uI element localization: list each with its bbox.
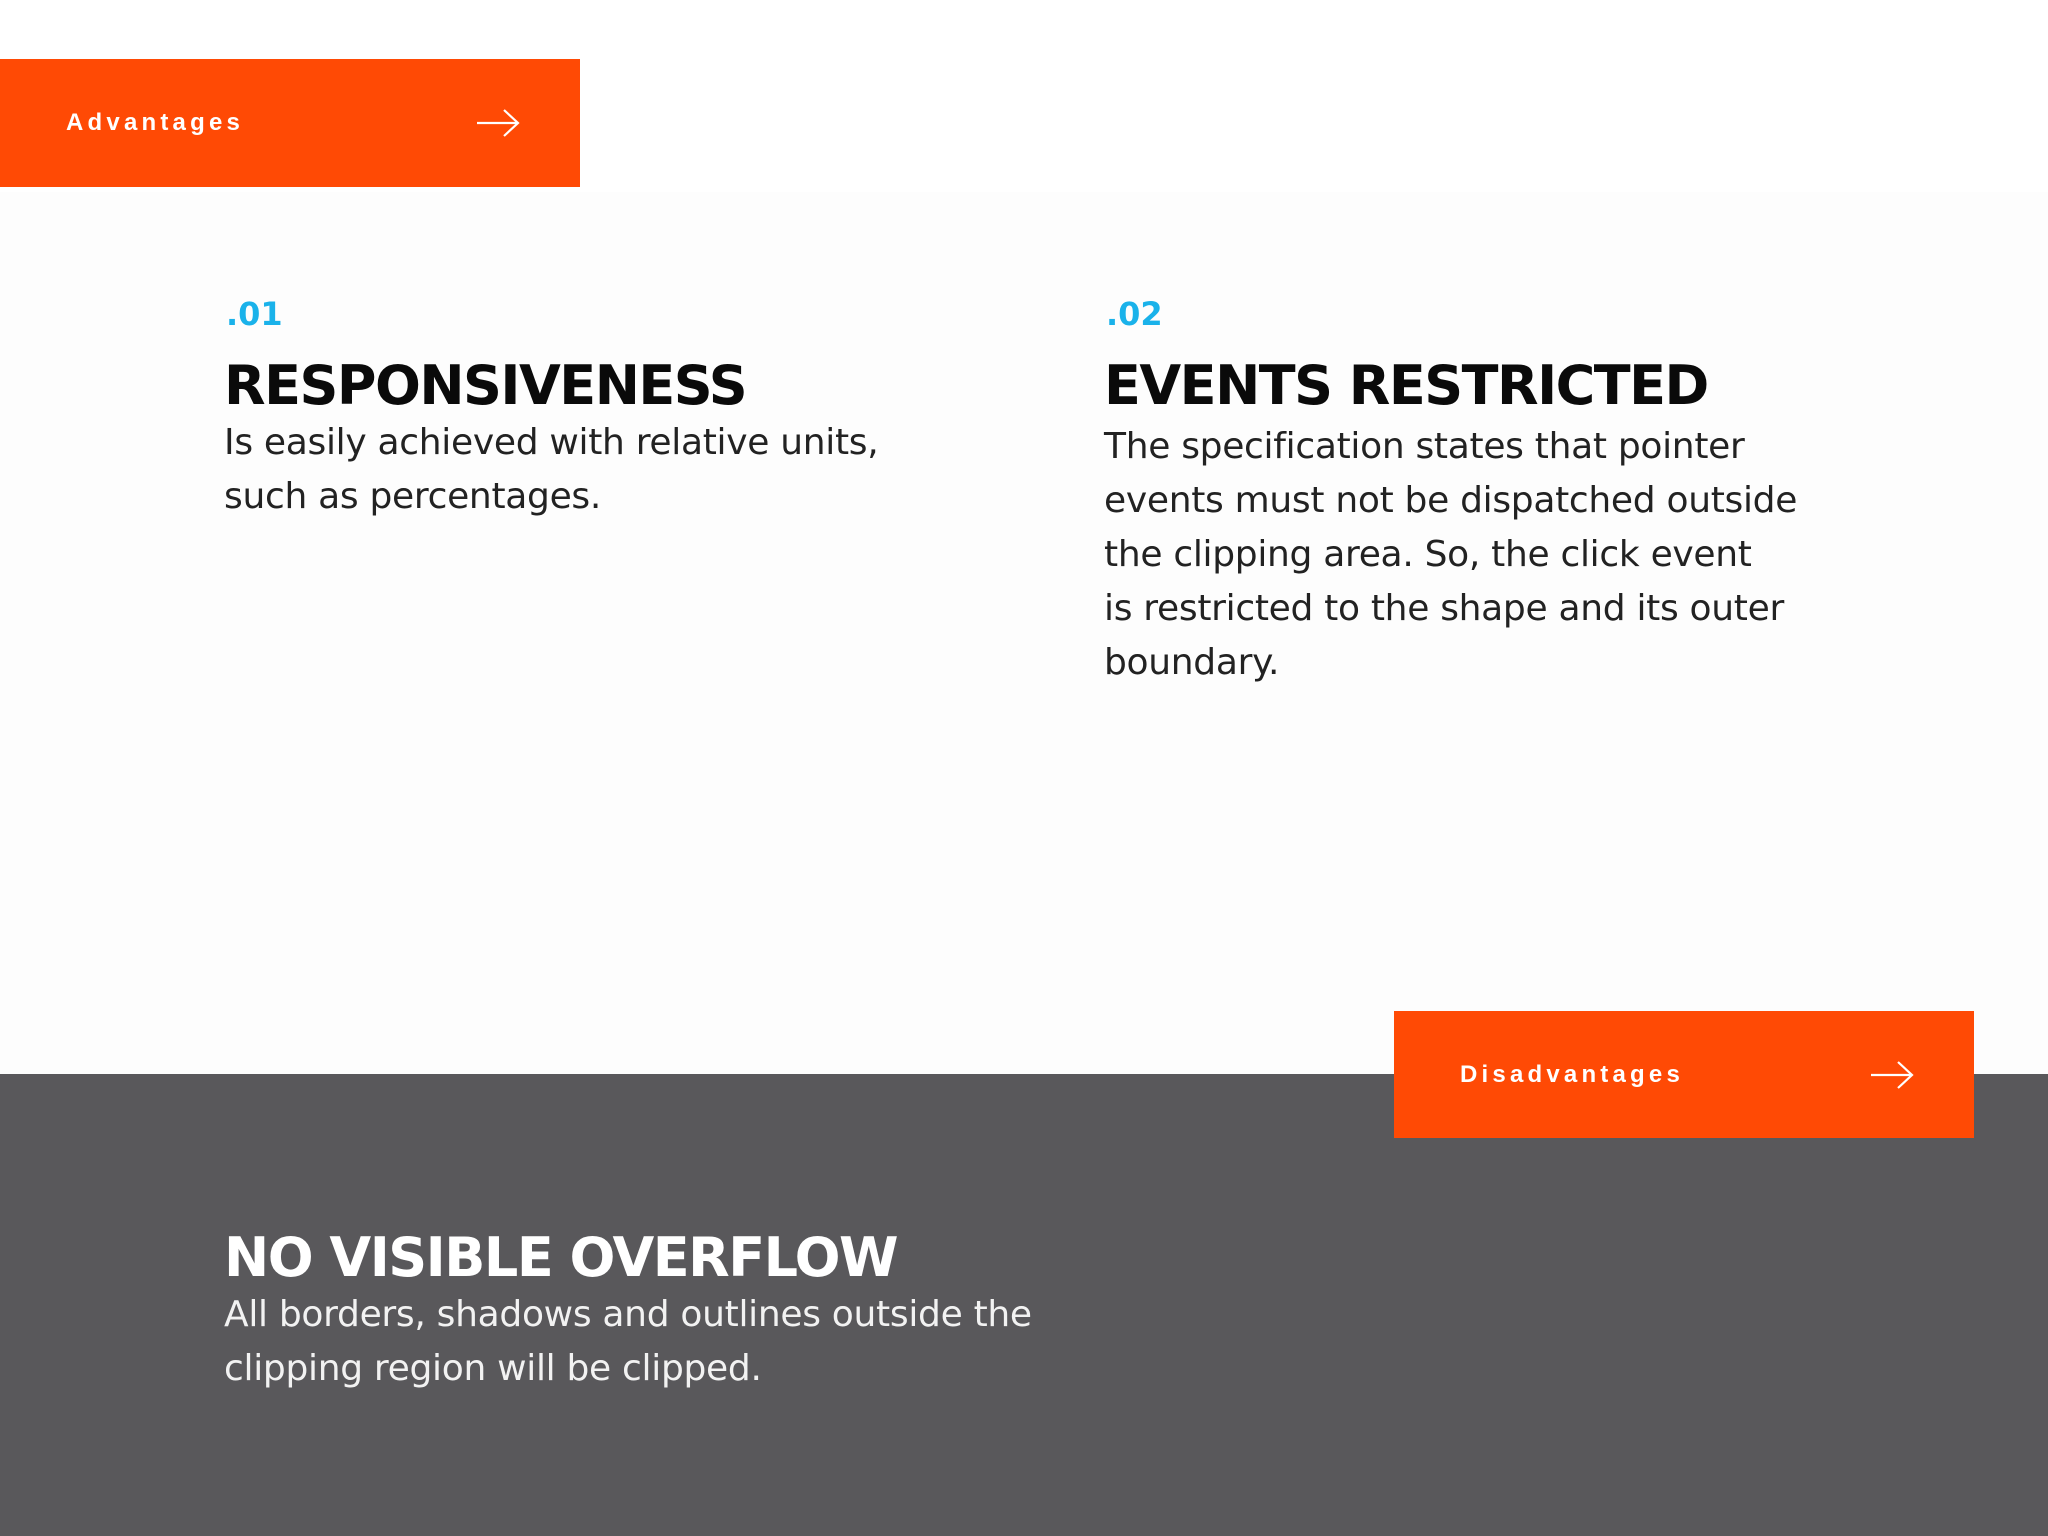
item-description xyxy=(224,1288,1124,1396)
item-description xyxy=(224,416,984,524)
description-line: The specification states that pointer xyxy=(1104,426,1745,467)
description-line: events must not be dispatched outside xyxy=(1104,480,1798,521)
description-line: the clipping area. So, the click event xyxy=(1104,534,1752,575)
item-title: NO VISIBLE OVERFLOW xyxy=(224,1226,898,1289)
description-line: All borders, shadows and outlines outside the xyxy=(224,1294,1032,1335)
disadvantage-item-no-visible-overflow xyxy=(224,1226,1124,1396)
item-title: RESPONSIVENESS xyxy=(224,354,747,417)
description-line: boundary. xyxy=(1104,642,1280,683)
description-line: Is easily achieved with relative units, xyxy=(224,422,879,463)
advantages-button[interactable] xyxy=(0,59,580,187)
arrow-right-icon xyxy=(476,108,520,138)
advantage-item-events-restricted xyxy=(1104,294,1924,690)
advantage-item-responsiveness xyxy=(224,294,984,524)
item-title: EVENTS RESTRICTED xyxy=(1104,354,1708,417)
item-number: .01 xyxy=(226,295,283,333)
description-line: such as percentages. xyxy=(224,476,602,517)
disadvantages-button[interactable] xyxy=(1394,1011,1974,1138)
disadvantages-button-label: Disadvantages xyxy=(1460,1060,1685,1088)
item-description xyxy=(1104,420,1924,690)
advantages-button-label: Advantages xyxy=(66,109,245,136)
description-line: is restricted to the shape and its outer xyxy=(1104,588,1784,629)
item-number: .02 xyxy=(1106,295,1163,333)
description-line: clipping region will be clipped. xyxy=(224,1348,762,1389)
arrow-right-icon xyxy=(1870,1060,1914,1090)
